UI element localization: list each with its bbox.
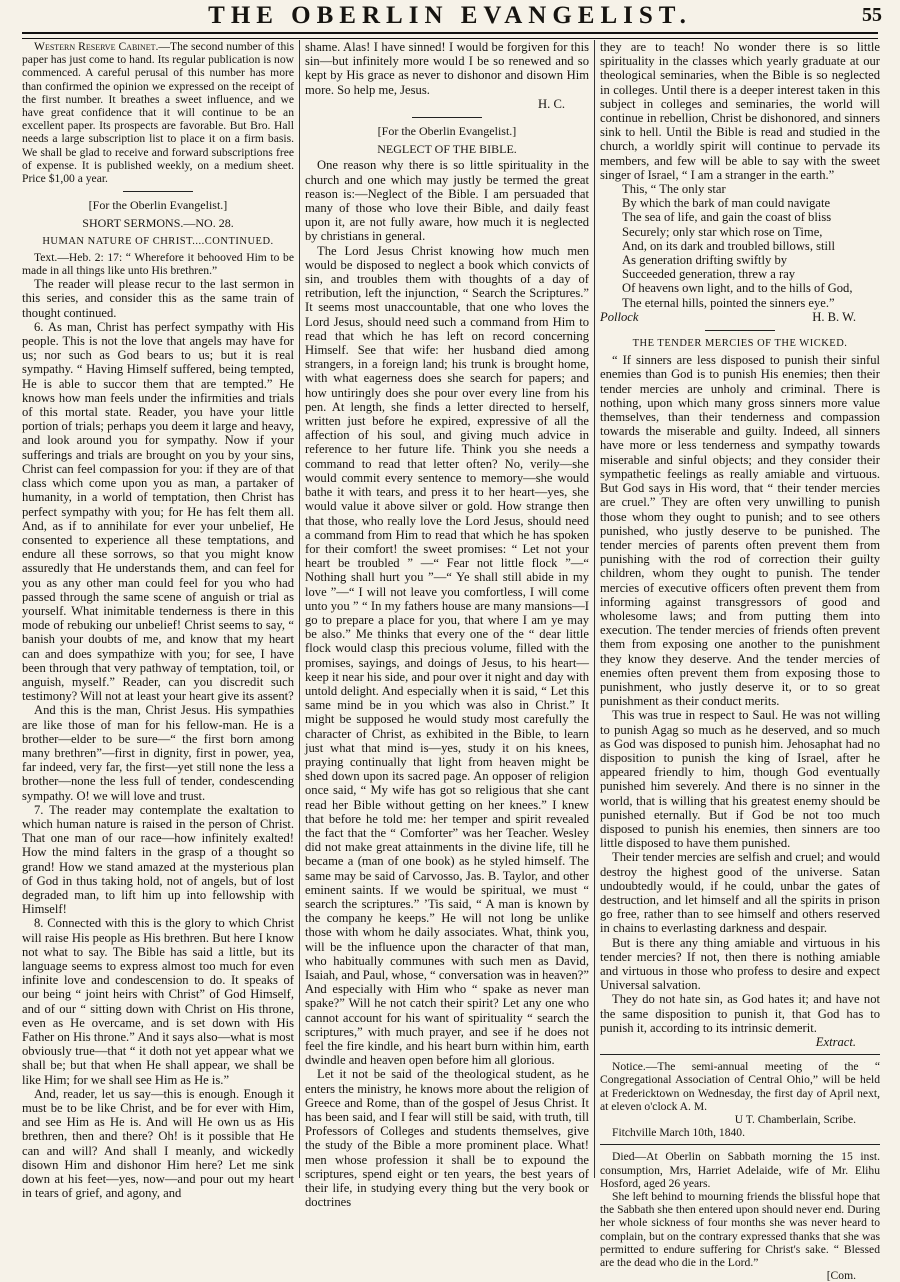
masthead [0, 0, 900, 34]
bible-article-continuation: they are to teach! No wonder there is so little spirituality in the classes which yearly graduate at our theological seminaries, when the Bible is so neglected in colleges. Until there is a deeper interest taken in this subject in colleges and seminaries, the world will continue in rebellion, Christ be dishonored, and sinners sink to hell. Until the Bible is read and studied in the church, a worldly spirit will continue to pervade its members, and few will be able to say with the sweet singer of Israel, “ I am a stranger in the earth.” [600, 40, 880, 182]
divider [600, 1144, 880, 1145]
bible-article-paragraph: Let it not be said of the theological student, as he enters the ministry, he knows more about the religion of Greece and Rome, than of the gospel of Jesus Christ. It has been said, and I fear will still be said, with truth, till Professors of Colleges and students themselves, give the study of the Bible a more prominent place. What! men whose profession it shall be to expound the scriptures, spend eight or ten years, the best years of their life, in studying every thing but the very book or doctrines [305, 1067, 589, 1210]
poem-credit: Pollock [600, 309, 639, 324]
bible-article-paragraph: One reason why there is so little spirituality in the church and one which may justly be termed the great reason is:—Neglect of the Bible. I am persuaded that many of those who love their Bible, and daily feast upon it, are not fully aware, how much it is neglected by christians in general. [305, 158, 589, 244]
column-1 [22, 40, 294, 1201]
column-2 [305, 40, 589, 1210]
notice-place-date: Fitchville March 10th, 1840. [612, 1126, 745, 1140]
cabinet-notice-lead: Western Reserve Cabinet. [34, 40, 159, 53]
divider [412, 117, 482, 118]
poem-line: By which the bark of man could navigate [622, 196, 831, 211]
masthead-title: THE OBERLIN EVANGELIST. [208, 2, 692, 29]
poem-line: Succeeded generation, threw a ray [622, 267, 796, 282]
sermon-series-title: SHORT SERMONS.—NO. 28. [82, 216, 234, 231]
tender-mercies-paragraph: This was true in respect to Saul. He was not willing to punish Agag so much as he deserved, and so much as God was disposed to punish him. Jehosaphat had no disposition to punish the king of Israel, after he appeared friendly to him, though God eventually punished him severely. And there is no sinner in the world, that is willing that his greatest enemy should be punished eternally. But if God be not too much disposed to punish his enemies, then sinners are too little disposed to have them punished. [600, 708, 880, 851]
extract-label [600, 1035, 880, 1049]
extract-label-text: Extract. [815, 1035, 856, 1050]
article-signature: H. B. W. [812, 309, 856, 324]
cabinet-notice-body: —The second number of this paper has just come to hand. Its regular publication is now commenced. A careful perusal of this number has more than confirmed the opinion we expressed on the receipt of the first number. It breathes a sweet influence, and we have great confidence that it will continue to be an excellent paper. Its prospects are favorable. But Bro. Hall needs a large subscription list to place it on a firm basis. We shall be glad to receive and forward subscriptions free of expense. It is published weekly, on a medium sheet. Price $1,00 a year. [22, 40, 294, 186]
sermon-continuation: shame. Alas! I have sinned! I would be forgiven for this sin—but infinitely more would I be so renewed and so kept by His grace as never to dishonor and disown Him more. So help me, Jesus. [305, 40, 589, 97]
bible-article-byline: [For the Oberlin Evangelist.] [377, 124, 517, 139]
column-3 [600, 40, 880, 1282]
divider [600, 1054, 880, 1055]
sermon-paragraph: 8. Connected with this is the glory to which Christ will raise His people as His brethren. But here I know not what to say. The Bible has said a little, but its language seems to express almost too much for even infinite love and condescension to do. It speaks of our being “ joint heirs with Christ” of God Himself, and of our “ sitting down with Christ on His throne, even as He overcame, and is set down with His Father on His throne.” And it says also—what is most obviously true—that “ it doth not yet appear what we shall be; but that when He shall appear, we shall be like Him; for we shall see Him as He is.” [22, 916, 294, 1087]
bible-article-paragraph: The Lord Jesus Christ knowing how much men would be disposed to neglect a book which convicts of sin, and troubles them with thoughts of a day of retribution, left the injunction, “ Search the Scriptures.” It seems most unaccountable, that one who loves the Lord Jesus, should need such a command from Him to read that which he has left on record concerning Himself. See that wife: her husband died among strangers, in a foreign land; his trunk is brought home, with what eagerness does she search for papers; and how untiringly does she pour over every line from his pen. At length, she finds a letter directed to herself, written just before he expired, expressive of all the affection of his soul, and giving much advice in reference to her future life. Think you she needs a command to read that letter often? No, verily—she would commit every sentence to memory—she would bathe it with tears, and press it to her heart—yes, she would value it above silver or gold. How strange then that those, who really love the Lord Jesus, should need a command from Him to read that which he has spoken for their comfort! the sweet promises: “ Let not your heart be troubled ” —“ Fear not little flock ”—“ Nothing shall hurt you ”—“ Ye shall still abide in my love ”—“ I will not leave you comfortless, I will come unto you ” “ In my fathers house are many mansions—I go to prepare a place for you, that where I am ye may be also.” Me thinks that every one of the “ dear little flock would clasp this precious volume, filled with the promises, sayings, and doings of Jesus, to his heart—keep it near his side, and pour over it night and day with untold delight. And especially when it is said, “ Let this same mind be in you which was also in Christ.” It might be supposed he would study most carefully the character of Christ, as exhibited in the Bible, to learn just what that mind is—yes, study it on his knees, praying continually that light from heaven might be shed down upon its sacred page. An opposer of religion once said, “ My wife has got so religious that she cant read her Bible without getting on her knees.” I knew that before he told me: her temper and spirit revealed the fact that the “ Comforter” was her Teacher. Wesley did not make great attainments in the divine life, till he became a (man of one book) as he styled himself. The same may be said of Carvosso, Jas. B. Taylor, and other eminent saints. If we would be spiritual, we must “ search the scriptures.” ’Tis said, “ A man is known by the company he keeps.” He will not long be unlike those with whom he daily associates. What, think you, will be the influence upon the character of that man, who habitually communes with such men as David, Isaiah, and Paul, whose, “ conversation was in heaven?” And especially with Him who “ spake as never man spake?” Will he not catch their spirit? Let any one who cannot account for his want of spirituality “ search the scriptures,” with much prayer, and see if he does not feel the fire kindle, and his heart burn within him, earth dwindle and heaven open before him all glorious. [305, 243, 589, 1068]
poem-credit-row [600, 310, 880, 324]
sermon-paragraph: 7. The reader may contemplate the exaltation to which human nature is raised in the person of Christ. That one man of our race—how infinitely exalted! How the mind falters in the grasp of a thought so grand! How we stand amazed at the mysterious plan of God in thus taking hold, not of angels, but of lost degraded man, to lift him up into fellowship with Himself! [22, 802, 294, 917]
sermon-subject: HUMAN NATURE OF CHRIST....CONTINUED. [42, 235, 274, 247]
poem-line: Of heavens own light, and to the hills of God, [622, 281, 853, 296]
column-rule [299, 40, 300, 1178]
tender-mercies-paragraph: “ If sinners are less disposed to punish their sinful enemies than God is to punish His enemies; then their tender mercies are unholy and criminal. There is nothing, upon which many gross sinners more value themselves, than their tenderness and compassion towards the miserable and guilty. Indeed, all sinners have more or less tenderness and sympathy towards miserable and sinful objects; and they consider their sympathetic feelings as really amiable and virtuous. But God says in His word, that “ their tender mercies are cruel.” They are often very unwilling to punish those whom they ought to punish; and to see others punished, who justly deserve to be punished. The tender mercies of parents often prevent them from punishing with the rod of correction their guilty children, whom they ought to punish. The tender mercies of executive officers often prevent them from informing against transgressors of good and wholesome laws; and from putting them into execution. The tender mercies of friends often prevent them from exposing one another to the punishment they know they deserve. And the tender mercies of enemies often prevent them from exposing those to punishment, who justly deserve it, or to so great punishment as their conduct merits. [600, 353, 880, 709]
tender-mercies-title: THE TENDER MERCIES OF THE WICKED. [632, 338, 848, 350]
notice-signer: U T. Chamberlain, Scribe. [734, 1113, 856, 1127]
association-notice: Notice.—The semi-annual meeting of the “ Congregational Association of Central Ohio,” will be held at Fredericktown on Wednesday, the first day of April next, at eleven o'clock A. M. [600, 1060, 880, 1113]
divider [705, 330, 775, 331]
cabinet-notice [22, 40, 294, 185]
poem-line: This, “ The only star [622, 182, 726, 197]
tender-mercies-paragraph: But is there any thing amiable and virtuous in his tender mercies? If not, then there is nothing amiable and virtuous in those who profess to desire and expect Universal salvation. [600, 935, 880, 993]
divider [123, 191, 193, 192]
sermon-paragraph: And, reader, let us say—this is enough. Enough it must be to be like Christ, and be for ever with Him, and see Him as He is. And will He own us as His brethren, then and there? Oh! is it possible that He can and will? And shall I meanly, and wickedly disown Him and dishonor Him here? Let me sink down at his feet—yes, now—and pour out my heart in tears of grief, and agony, and [22, 1086, 294, 1201]
bible-article-title: NEGLECT OF THE BIBLE. [377, 142, 517, 157]
sermon-paragraph: 6. As man, Christ has perfect sympathy with His people. This is not the love that angels may have for us; nor such as God bears to us; but it is real sympathy. “ Having Himself suffered, being tempted, He is able to succor them that are tempted.” He knows how man feels under the infirmities and trials of this mortal state. Reader, you have your little portion of trials; perhaps you deem it large and heavy, and look around you for sympathy. Now if your sufferings and trials are brought on you by your sins, Christ can feel compassion for you: if they are of that class which come upon you as man, a partaker of humanity, in a world of temptation, then Christ has perfect sympathy with you; for He has felt them all. And, as if to annihilate for ever your unbelief, He consented to experience all these temptations, and endure all these sorrows, so that you might know assuredly that He understands them, and can feel for you as any other man could feel for you who had passed through the same scene of anguish or trial as yourself. What inimitable tenderness is there in this mode of rebuking our unbelief! Christ seems to say, “ banish your doubts of me, and know that my heart can and does sympathize with you; for see, I have been through that very pathway of temptation, toil, or anguish, myself.” Reader, can you discredit such testimony? Will not at least your heart give its assent? [22, 319, 294, 704]
poem-line: The eternal hills, pointed the sinners eye.” [622, 295, 835, 310]
obituary-detail: She left behind to mourning friends the blissful hope that the Sabbath she then entered upon should never end. During her whole sickness of four months she was never heard to complain, but on the contrary expressed thanks that she was permitted to endure suffering for Christ's sake. “ Blessed are the dead who die in the Lord.” [600, 1190, 880, 1270]
obituary-credit: [Com. [826, 1269, 856, 1282]
sermon-text-reference: Text.—Heb. 2: 17: “ Wherefore it behooved Him to be made in all things like unto His brethren.” [22, 250, 294, 278]
poem-line: And, on its dark and troubled billows, still [622, 238, 836, 253]
sermon-initials: H. C. [538, 96, 565, 111]
page-number: 55 [862, 4, 882, 26]
poem-line: As generation drifting swiftly by [622, 253, 788, 268]
masthead-rule [22, 32, 878, 39]
tender-mercies-paragraph: Their tender mercies are selfish and cruel; and would destroy the highest good of the universe. Satan undoubtedly would, if he could, unbar the gates of destruction, and let himself and all the spirits in prison go free, rather than to see himself and others reserved in chains to everlasting darkness and despair. [600, 850, 880, 936]
sermon-paragraph: And this is the man, Christ Jesus. His sympathies are like those of man for his fellow-man. He is a brother—elder to be sure—“ the first born among many brethren”—first in dignity, first in power, yea, far indeed, very far, the first—yet still none the less a brother—none the less full of tender, condescending sympathy. O! we will love and trust. [22, 703, 294, 803]
poem-quote [622, 182, 880, 310]
sermon-byline: [For the Oberlin Evangelist.] [88, 198, 228, 213]
tender-mercies-paragraph: They do not hate sin, as God hates it; and have not the same disposition to punish it, that God has to punish it, according to its intrinsic demerit. [600, 992, 880, 1035]
poem-line: The sea of life, and gain the coast of bliss [622, 210, 832, 225]
column-rule [594, 40, 595, 1178]
poem-line: Securely; only star which rose on Time, [622, 224, 823, 239]
sermon-paragraph: The reader will please recur to the last sermon in this series, and consider this as the same train of thought continued. [22, 277, 294, 320]
obituary: Died—At Oberlin on Sabbath morning the 15 inst. consumption, Mrs, Harriet Adelaide, wife of Mr. Elihu Hosford, aged 26 years. [600, 1150, 880, 1190]
